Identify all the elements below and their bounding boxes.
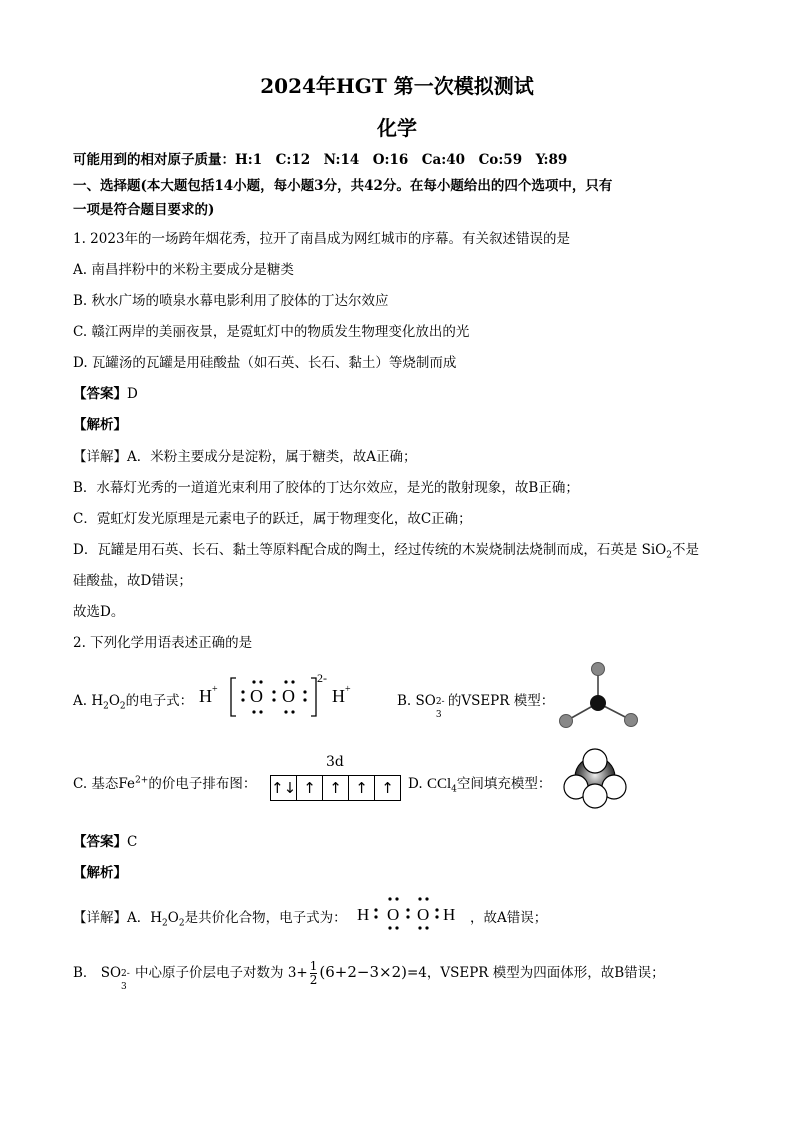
q1-detail-b: B．水幕灯光秀的一道道光束利用了胶体的丁达尔效应，是光的散射现象，故B正确； xyxy=(73,480,579,496)
q2-stem: 2. 下列化学用语表述正确的是 xyxy=(73,635,253,651)
o-atom-ball xyxy=(592,663,605,676)
q1-option-d: D. 瓦罐汤的瓦罐是用硅酸盐（如石英、长石、黏土）等烧制而成 xyxy=(73,355,457,371)
o-atom-ball xyxy=(625,714,638,727)
o-atom-ball xyxy=(560,715,573,728)
answer-tag: 【答案】 xyxy=(73,386,127,402)
h2o2-correct-electron-formula xyxy=(355,892,467,936)
q1-conclusion: 故选D。 xyxy=(73,604,125,620)
q2-detail-b: B． SO 2- 3 中心原子价层电子对数为 3+ $\frac{1}{2}$ (6+2−3×2)=4，VSEPR 模型为四面体形，故B错误； xyxy=(73,959,665,992)
answer-tag: 【答案】 xyxy=(73,834,127,850)
atomic-masses: 可能用到的相对原子质量：H:1 C:12 N:14 O:16 Ca:40 Co:59 Y:89 xyxy=(73,152,568,168)
o-atom-1: O xyxy=(250,686,263,706)
q1-option-c: C. 赣江两岸的美丽夜景，是霓虹灯中的物质发生物理变化放出的光 xyxy=(73,324,470,340)
q1-detail-c: C．霓虹灯发光原理是元素电子的跃迁，属于物理变化，故C正确； xyxy=(73,511,472,527)
q2-analysis-tag: 【解析】 xyxy=(73,865,127,881)
q2-option-b-label: B. SO 2- 3 的VSEPR 模型： xyxy=(397,693,555,720)
cl-atom-ball xyxy=(583,749,607,773)
q2-detail-a-end: ，故A错误； xyxy=(470,910,548,926)
q1-detail-a: 【详解】A．米粉主要成分是淀粉，属于糖类，故A正确； xyxy=(73,449,417,465)
q1-answer xyxy=(73,382,138,402)
fraction-one-half: $\frac{1}{2}$ xyxy=(309,959,318,987)
ccl4-space-filling-model xyxy=(560,748,630,810)
cl-atom-ball xyxy=(583,784,607,808)
orbital-3d-label: 3d xyxy=(326,754,344,770)
orbital-box: ↑↓ xyxy=(270,775,297,801)
o-atom-2: O xyxy=(282,686,295,706)
q1-detail-d2: 硅酸盐，故D错误； xyxy=(73,573,192,589)
q2-detail-a: 【详解】A．$H_2O_2$是共价化合物，电子式为： xyxy=(73,910,347,929)
s-atom-ball xyxy=(590,695,606,711)
section-heading-line2: 一项是符合题目要求的) xyxy=(73,202,215,218)
page-title: 2024年HGT 第一次模拟测试 xyxy=(260,74,534,98)
so3-vsepr-model xyxy=(552,660,644,732)
svg-text:H: H xyxy=(357,905,370,924)
svg-text:O: O xyxy=(417,905,430,924)
orbital-box: ↑ xyxy=(323,775,349,801)
h-plus-left: + xyxy=(212,684,218,695)
h-atom-left: H xyxy=(199,686,212,706)
q1-detail-d1: D．瓦罐是用石英、长石、黏土等原料配合成的陶土，经过传统的木炭烧制法烧制而成，石英是 SiO$_2$不是 xyxy=(73,542,699,561)
orbital-box: ↑ xyxy=(375,775,401,801)
q1-stem: 1. 2023年的一场跨年烟花秀，拉开了南昌成为网红城市的序幕。有关叙述错误的是 xyxy=(73,231,571,247)
q1-analysis-tag: 【解析】 xyxy=(73,417,127,433)
subject-title: 化学 xyxy=(377,116,417,140)
fe2-orbital-diagram xyxy=(270,775,401,801)
q2-option-d-label: D. CCl$_4$空间填充模型： xyxy=(408,776,552,795)
answer-value: C xyxy=(127,834,138,850)
svg-text:O: O xyxy=(387,905,400,924)
h-atom-right: H xyxy=(332,686,345,706)
charge-label: 2- xyxy=(317,671,327,685)
q2-answer xyxy=(73,830,137,850)
h2o2-wrong-electron-formula xyxy=(195,664,365,722)
q2-option-c-label: C. 基态$Fe^{2+}$的价电子排布图： xyxy=(73,775,257,792)
orbital-box: ↑ xyxy=(349,775,375,801)
q2-option-a-label: A. $H_2O_2$的电子式： xyxy=(73,693,194,712)
orbital-box: ↑ xyxy=(297,775,323,801)
q1-option-a: A. 南昌拌粉中的米粉主要成分是糖类 xyxy=(73,262,294,278)
h-plus-right: + xyxy=(345,684,351,695)
svg-text:H: H xyxy=(443,905,456,924)
q1-option-b: B. 秋水广场的喷泉水幕电影利用了胶体的丁达尔效应 xyxy=(73,293,389,309)
section-heading-line1: 一、选择题(本大题包括14小题，每小题3分，共42分。在每小题给出的四个选项中，只有 xyxy=(73,178,613,194)
answer-value: D xyxy=(127,386,138,402)
